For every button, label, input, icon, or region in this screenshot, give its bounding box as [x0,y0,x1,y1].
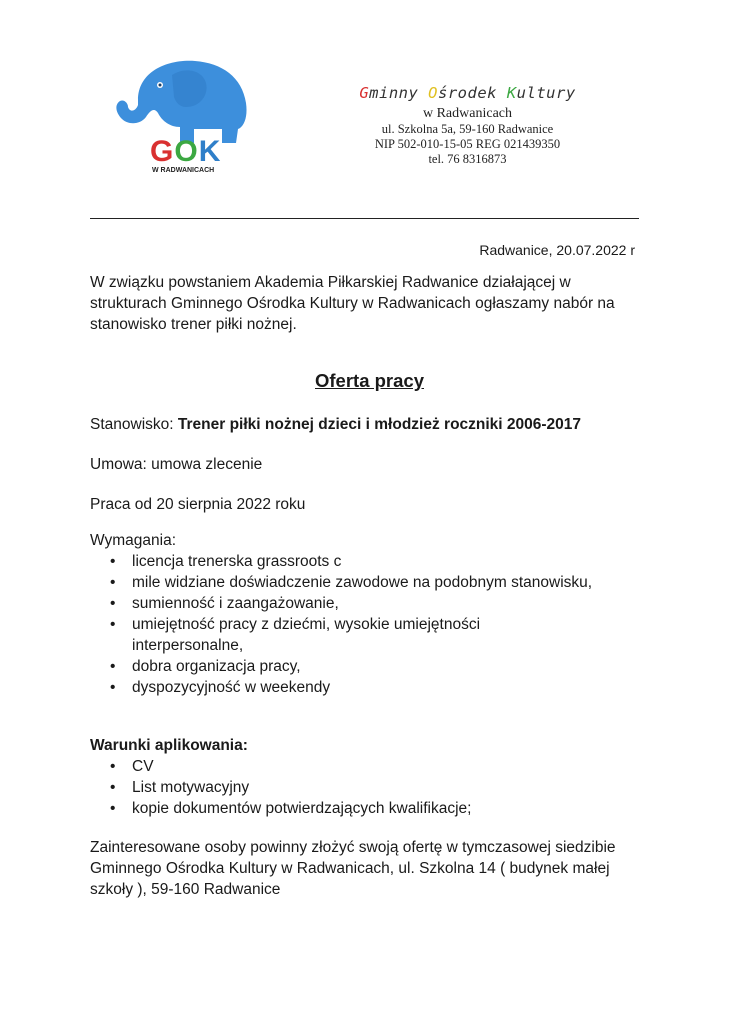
requirements-section [90,530,650,698]
apply-heading: Warunki aplikowania: [90,737,248,754]
outro-paragraph: Zainteresowane osoby powinny złożyć swoją ofertę w tymczasowej siedzibie Gminnego Ośrodka Kultury w Radwanicach, ul. Szkolna 14 ( budynek małej szkoły ), 59-160 Radwanice [90,839,616,898]
list-item: • licencja trenerska grassroots c [90,551,650,572]
org-city: w Radwanicach [422,106,513,121]
org-name-part: minny [369,84,429,102]
document-date: Radwanice, 20.07.2022 r [479,242,635,258]
requirements-list [90,551,650,698]
logo-letter-g: G [150,135,175,168]
intro-paragraph: W związku powstaniem Akademia Piłkarskiej Radwanice działającej w strukturach Gminnego Ośrodka Kultury w Radwanicach ogłaszamy nabór na stanowisko trener piłki nożnej. [90,274,615,333]
logo-subtitle: W RADWANICACH [152,167,215,174]
org-name-cap-k: K [506,84,517,102]
list-item: • dobra organizacja pracy, [90,656,650,677]
org-name-cap-g: G [359,84,370,102]
position-label: Stanowisko: [90,416,178,433]
org-address: ul. Szkolna 5a, 59-160 Radwanice [381,122,554,136]
contract-line: Umowa: umowa zlecenie [90,456,263,473]
header-divider [90,218,639,219]
list-item: • List motywacyjny [90,777,650,798]
start-line: Praca od 20 sierpnia 2022 roku [90,496,306,513]
org-phone: tel. 76 8316873 [428,152,507,166]
position-value: Trener piłki nożnej dzieci i młodzież roczniki 2006-2017 [177,416,582,433]
list-item: • sumienność i zaangażowanie, [90,593,650,614]
logo-letter-k: K [198,135,222,168]
requirements-heading: Wymagania: [90,532,177,549]
apply-list [90,756,650,819]
org-name-part: środek [438,84,507,102]
apply-section [90,735,650,819]
list-item: • dyspozycyjność w weekendy [90,677,650,698]
org-registry: NIP 502-010-15-05 REG 021439350 [374,137,561,151]
position-line [90,414,581,435]
document-title: Oferta pracy [315,370,424,391]
gok-letters [150,135,221,169]
list-item: • umiejętność pracy z dziećmi, wysokie umiejętności interpersonalne, [90,614,650,656]
letterhead [320,84,615,167]
org-name-part: ultury [516,84,576,102]
list-item: • mile widziane doświadczenie zawodowe na podobnym stanowisku, [90,572,650,593]
org-name-cap-o: O [428,84,438,102]
list-item: • CV [90,756,650,777]
elephant-icon [110,55,250,145]
gok-logo [110,55,250,175]
logo-letter-o: O [174,135,199,168]
org-name [320,84,615,102]
list-item: • kopie dokumentów potwierdzających kwalifikacje; [90,798,650,819]
